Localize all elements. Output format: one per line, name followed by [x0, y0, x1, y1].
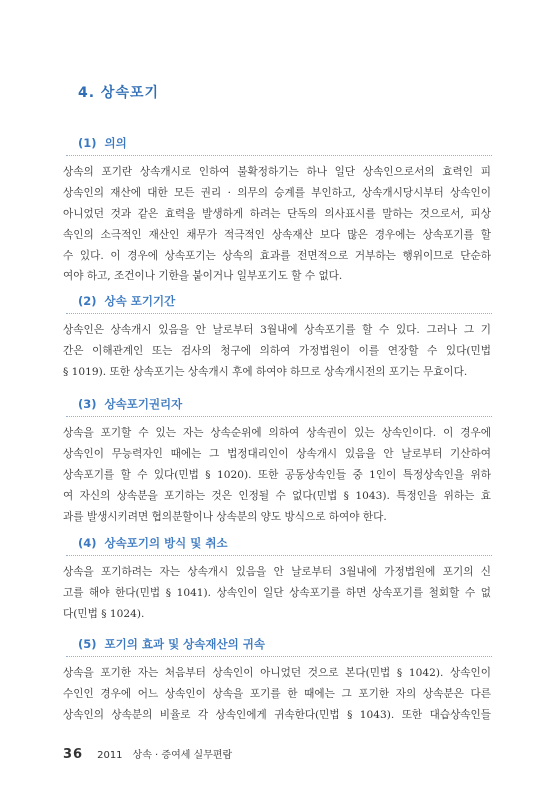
section-number: (4)	[78, 536, 97, 550]
body-line: 아니었던 것과 같은 효력을 발생하게 하려는 단독의 의사표시를 말하는 것으로서, 피상	[63, 207, 491, 220]
page-number: 36	[63, 747, 84, 762]
section-title: 포기의 효과 및 상속재산의 귀속	[104, 637, 265, 651]
body-line: 상속의 포기란 상속개시로 인하여 불확정하기는 하나 일단 상속인으로서의 효력인 피	[63, 166, 491, 178]
body-line: 상속을 포기하려는 자는 상속개시 있음을 안 날로부터 3월내에 가정법원에 포기의 신	[63, 566, 491, 578]
body-line: 속인의 소극적인 재산인 채무가 적극적인 상속재산 보다 많은 경우에는 상속포기를 할	[63, 228, 491, 241]
section-title: 상속 포기기간	[104, 294, 176, 308]
body-line: § 1019). 또한 상속포기는 상속개시 후에 하여야 하므로 상속개시전의 포기는 무효이다.	[63, 365, 468, 378]
section-body-4	[63, 562, 491, 625]
body-line: 상속을 포기할 수 있는 자는 상속순위에 의하여 상속권이 있는 상속인이다. 이 경우에	[63, 427, 491, 439]
body-line: 상속을 포기한 자는 처음부터 상속인이 아니었던 것으로 본다(민법 § 1042). 상속인이	[63, 667, 491, 679]
section-title: 상속포기의 방식 및 취소	[104, 536, 228, 550]
section-divider	[66, 555, 492, 556]
body-line: 수인인 경우에 어느 상속인이 상속을 포기를 한 때에는 그 포기한 자의 상속분은 다른	[63, 687, 491, 700]
section-body-3	[63, 423, 491, 527]
body-line: 상속포기를 할 수 있다(민법 § 1020). 또한 공동상속인들 중 1인이 특정상속인을 위하	[63, 468, 491, 481]
section-number: (5)	[78, 637, 97, 651]
section-heading-5	[78, 636, 265, 652]
section-divider	[66, 313, 492, 314]
section-divider	[66, 656, 492, 657]
section-number: (1)	[78, 136, 97, 150]
body-line: 상속인은 상속개시 있음을 안 날로부터 3월내에 상속포기를 할 수 있다. 그러나 그 기	[63, 324, 491, 336]
section-heading-2	[78, 293, 175, 309]
body-line: 고를 해야 한다(민법 § 1041). 상속인이 일단 상속포기를 하면 상속포기를 철회할 수 없	[63, 586, 491, 599]
body-line: 다(민법 § 1024).	[63, 607, 145, 620]
section-body-2	[63, 320, 491, 383]
section-number: (3)	[78, 397, 97, 411]
body-line: 간은 이해관계인 또는 검사의 청구에 의하여 가정법원이 이를 연장할 수 있다(민법	[63, 344, 491, 357]
body-line: 여 자신의 상속분을 포기하는 것은 인정될 수 없다(민법 § 1043). 특정인을 위하는 효	[63, 489, 491, 502]
footer-book-title: 상속 · 증여세 실무편람	[132, 750, 233, 761]
section-divider	[66, 155, 492, 156]
section-title: 상속포기권리자	[104, 397, 183, 411]
body-line: 수 있다. 이 경우에 상속포기는 상속의 효과를 전면적으로 거부하는 행위이므로 단순하	[63, 249, 491, 262]
section-divider	[66, 416, 492, 417]
body-line: 여야 하고, 조건이나 기한을 붙이거나 일부포기도 할 수 없다.	[63, 270, 343, 283]
section-number: (2)	[78, 294, 97, 308]
body-line: 과를 발생시키려면 협의분할이나 상속분의 양도 방식으로 하여야 한다.	[63, 510, 387, 523]
section-body-5	[63, 663, 491, 726]
chapter-title: 4. 상속포기	[78, 85, 160, 101]
body-line: 상속인의 재산에 대한 모든 권리 · 의무의 승계를 부인하고, 상속개시당시부터 상속인이	[63, 186, 491, 199]
section-heading-3	[78, 396, 182, 412]
section-title: 의의	[104, 136, 127, 150]
page-footer	[63, 743, 232, 762]
footer-year: 2011	[97, 750, 123, 761]
section-heading-1	[78, 135, 127, 151]
body-line: 상속인이 무능력자인 때에는 그 법정대리인이 상속개시 있음을 안 날로부터 기산하여	[63, 447, 491, 460]
section-body-1	[63, 162, 491, 287]
section-heading-4	[78, 535, 228, 551]
body-line: 상속인의 상속분의 비율로 각 상속인에게 귀속한다(민법 § 1043). 또한 대습상속인들	[63, 708, 491, 721]
